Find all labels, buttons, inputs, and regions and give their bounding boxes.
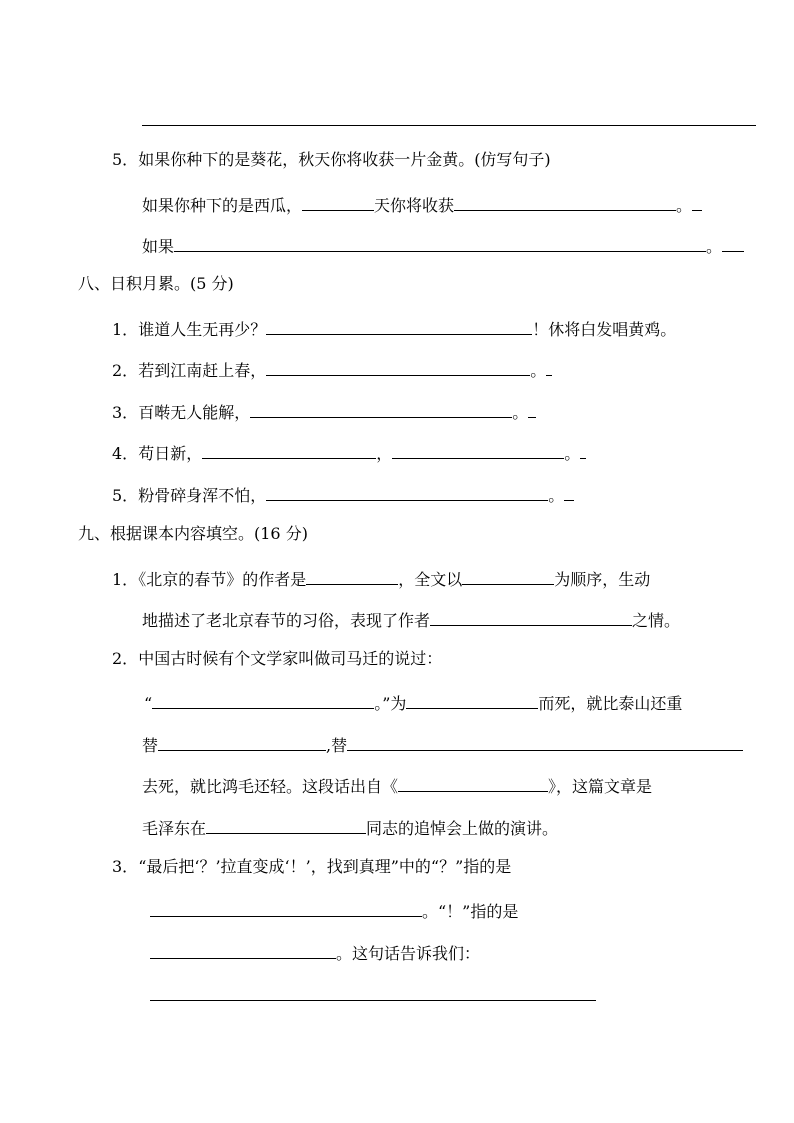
answer-blank[interactable]	[462, 566, 554, 585]
section-8-item-1	[112, 316, 676, 340]
text-segment: ,替	[326, 736, 348, 755]
text-segment: ，全文以	[398, 570, 463, 589]
text-segment: 。	[512, 403, 529, 422]
text-segment: 中国古时候有个文学家叫做司马迁的说过：	[138, 649, 443, 668]
text-segment: 如果你种下的是西瓜，	[142, 196, 303, 215]
question-text: 如果你种下的是葵花，秋天你将收获一片金黄。(仿写句子)	[138, 150, 551, 169]
text-segment: 。这句话告诉我们：	[336, 944, 481, 963]
answer-blank[interactable]	[406, 690, 538, 709]
text-segment: ，	[376, 444, 393, 463]
text-segment: 苟日新，	[138, 444, 203, 463]
answer-blank[interactable]	[150, 898, 422, 917]
text-segment: ！	[532, 320, 549, 339]
answer-blank[interactable]	[150, 940, 336, 959]
text-segment: 之情。	[632, 611, 681, 630]
section-9-q2-line5	[142, 815, 558, 839]
item-number: 3．	[112, 857, 139, 876]
section-9-q1-line1	[112, 566, 650, 590]
item-number: 2．	[112, 361, 139, 380]
question-5-prompt	[112, 150, 551, 170]
text-segment: 天你将收获	[374, 196, 455, 215]
section-9-q1-line2	[142, 607, 680, 631]
answer-blank[interactable]	[266, 357, 530, 376]
answer-blank[interactable]	[206, 815, 366, 834]
section-9-q2-line4	[142, 773, 652, 797]
answer-blank[interactable]	[392, 440, 564, 459]
text-segment: 地描述了老北京春节的习俗，表现了作者	[142, 611, 431, 630]
answer-blank[interactable]	[546, 357, 552, 376]
imitation-line-1	[142, 192, 702, 216]
section-8-item-5	[112, 482, 574, 506]
text-segment: 。	[706, 237, 723, 256]
section-9-q2-line1	[112, 649, 442, 669]
text-segment: 百啭无人能解，	[138, 403, 251, 422]
text-segment: 而死，就比泰山还重	[538, 694, 683, 713]
answer-blank[interactable]	[430, 607, 632, 626]
answer-blank[interactable]	[152, 690, 374, 709]
answer-blank[interactable]	[302, 192, 374, 211]
text-segment: 。	[676, 196, 693, 215]
text-segment: 去死，就比鸿毛还轻。这段话出自《	[142, 777, 399, 796]
answer-blank[interactable]	[722, 233, 744, 252]
answer-blank[interactable]	[266, 482, 548, 501]
text-segment: 。	[564, 444, 581, 463]
item-number: 2．	[112, 649, 139, 668]
answer-blank[interactable]	[564, 482, 574, 501]
text-segment: 。	[530, 361, 547, 380]
section-9-q3-line2	[150, 898, 518, 922]
item-number: 5．	[112, 486, 139, 505]
section-9-q2-line2	[144, 690, 682, 714]
answer-blank[interactable]	[347, 732, 743, 751]
answer-blank[interactable]	[580, 440, 586, 459]
text-segment: 。”为	[374, 694, 407, 713]
item-number: 1．	[112, 320, 139, 339]
text-segment: 》，这篇文章是	[548, 777, 653, 796]
section-9-title: 九、根据课本内容填空。(16 分)	[78, 524, 308, 543]
text-segment: 休将白发唱黄鸡。	[548, 320, 677, 339]
answer-blank[interactable]	[202, 440, 376, 459]
section-8-item-4	[112, 440, 586, 464]
text-segment: 。	[548, 486, 565, 505]
text-segment: 《北京的春节》的作者是	[138, 570, 307, 589]
text-segment: 如果	[142, 237, 175, 256]
text-segment: 若到江南赶上春，	[138, 361, 267, 380]
imitation-line-2	[142, 233, 744, 257]
section-8-item-3	[112, 399, 536, 423]
text-segment: 谁道人生无再少？	[138, 320, 267, 339]
text-segment: 毛泽东在	[142, 819, 207, 838]
answer-blank[interactable]	[306, 566, 398, 585]
text-segment: 替	[142, 736, 159, 755]
section-9-q2-line3	[142, 732, 743, 756]
answer-blank[interactable]	[174, 233, 706, 252]
item-number: 3．	[112, 403, 139, 422]
answer-blank[interactable]	[250, 399, 512, 418]
answer-line[interactable]	[142, 125, 756, 126]
question-number: 5．	[112, 150, 139, 169]
section-8-item-2	[112, 357, 552, 381]
text-segment: “	[144, 694, 153, 713]
section-9-q3-line3	[150, 940, 480, 964]
answer-blank[interactable]	[692, 192, 702, 211]
text-segment: 。“！”指的是	[422, 902, 519, 921]
answer-line[interactable]	[150, 1000, 596, 1001]
answer-blank[interactable]	[158, 732, 326, 751]
section-8-title: 八、日积月累。(5 分)	[78, 274, 234, 293]
answer-blank[interactable]	[398, 773, 548, 792]
answer-blank[interactable]	[528, 399, 536, 418]
text-segment: “最后把‘？’拉直变成‘！’，找到真理”中的“？”指的是	[138, 857, 512, 876]
item-number: 4．	[112, 444, 139, 463]
answer-blank[interactable]	[454, 192, 676, 211]
answer-blank[interactable]	[266, 316, 532, 335]
item-number: 1．	[112, 570, 139, 589]
section-9-q3-line1	[112, 857, 511, 877]
text-segment: 粉骨碎身浑不怕，	[138, 486, 267, 505]
text-segment: 同志的追悼会上做的演讲。	[366, 819, 559, 838]
text-segment: 为顺序，生动	[554, 570, 651, 589]
